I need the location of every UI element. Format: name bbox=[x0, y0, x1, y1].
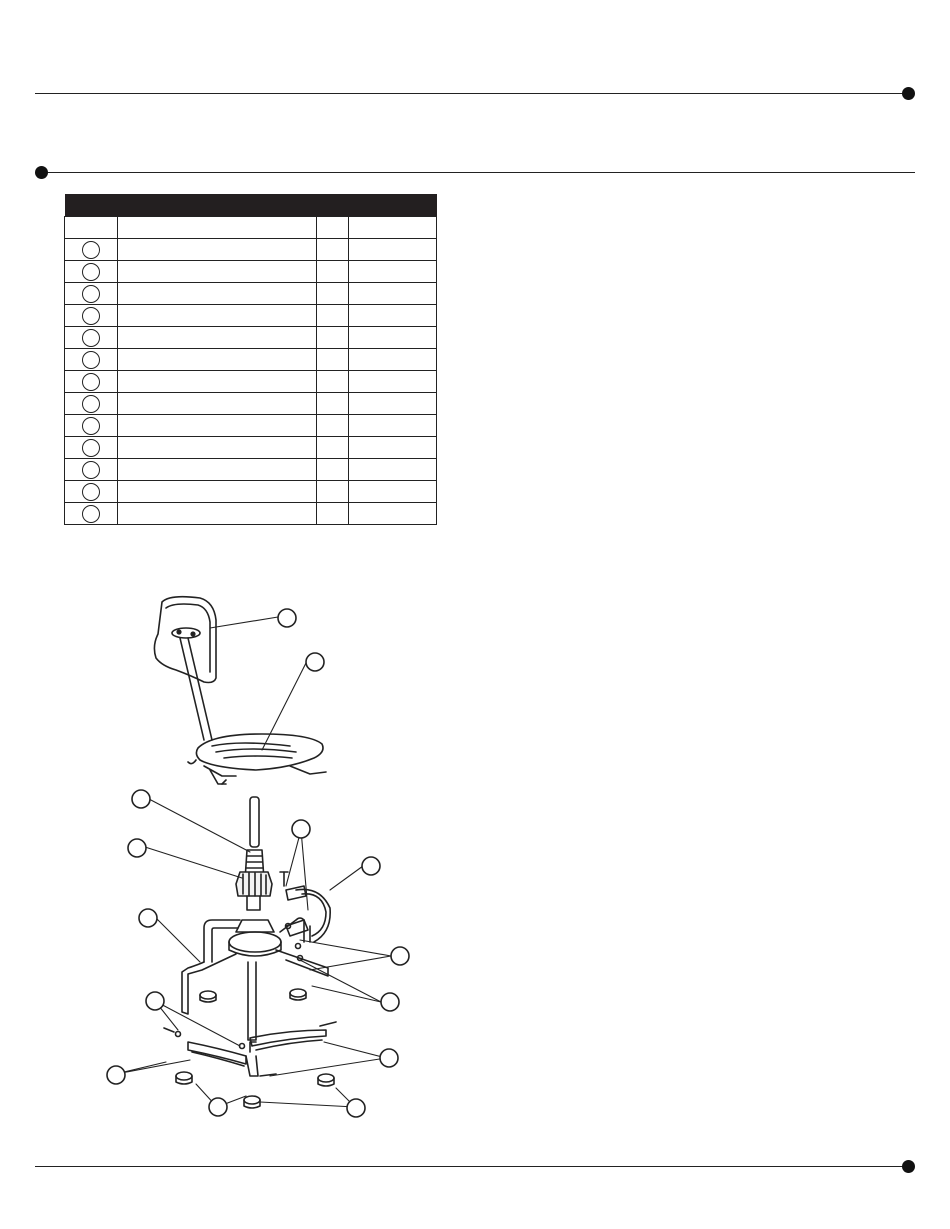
table-row bbox=[65, 437, 437, 459]
cell-no bbox=[65, 261, 118, 283]
bottom-rule-dot bbox=[902, 1160, 915, 1173]
section-rule-dot bbox=[35, 166, 48, 179]
table-row bbox=[65, 503, 437, 525]
gas-spring bbox=[245, 797, 264, 880]
section-rule bbox=[41, 172, 915, 173]
cell-no bbox=[65, 327, 118, 349]
bracket-screws bbox=[280, 872, 303, 961]
callout-backrest bbox=[278, 609, 296, 627]
item-number-circle bbox=[82, 461, 100, 479]
cell-qty bbox=[317, 393, 349, 415]
cell-description bbox=[118, 327, 317, 349]
table-row bbox=[65, 327, 437, 349]
callout-seat bbox=[306, 653, 324, 671]
cell-no bbox=[65, 415, 118, 437]
cell-no bbox=[65, 481, 118, 503]
cell-no bbox=[65, 349, 118, 371]
cell-part-no bbox=[349, 261, 437, 283]
cell-part-no bbox=[349, 415, 437, 437]
column-header-row bbox=[65, 217, 437, 239]
footring-bracket bbox=[286, 886, 330, 942]
cell-no bbox=[65, 503, 118, 525]
backrest-post bbox=[180, 638, 212, 740]
tube-frame bbox=[182, 918, 328, 1040]
exploded-view-diagram bbox=[100, 590, 420, 1120]
col-header-part-no bbox=[349, 217, 437, 239]
callout-glide-right bbox=[347, 1099, 365, 1117]
callout-tube-frame bbox=[139, 909, 157, 927]
callout-glide-left bbox=[209, 1098, 227, 1116]
cell-qty bbox=[317, 239, 349, 261]
cell-part-no bbox=[349, 239, 437, 261]
item-number-circle bbox=[82, 395, 100, 413]
cell-no bbox=[65, 459, 118, 481]
parts-table-title bbox=[65, 194, 437, 217]
cell-no bbox=[65, 239, 118, 261]
loose-glides bbox=[176, 1072, 334, 1108]
cell-no bbox=[65, 437, 118, 459]
frame-glides bbox=[200, 989, 306, 1002]
table-row bbox=[65, 459, 437, 481]
cell-qty bbox=[317, 437, 349, 459]
cell-qty bbox=[317, 261, 349, 283]
parts-table-body bbox=[65, 217, 437, 525]
item-number-circle bbox=[82, 505, 100, 523]
cell-part-no bbox=[349, 283, 437, 305]
callout-washers bbox=[391, 947, 409, 965]
parts-table bbox=[64, 194, 437, 525]
top-rule bbox=[35, 93, 908, 94]
cell-no bbox=[65, 305, 118, 327]
base-hub bbox=[229, 920, 281, 956]
item-number-circle bbox=[82, 439, 100, 457]
callout-footrest-washers bbox=[146, 992, 164, 1010]
cell-part-no bbox=[349, 459, 437, 481]
table-row bbox=[65, 305, 437, 327]
cell-description bbox=[118, 415, 317, 437]
cell-description bbox=[118, 459, 317, 481]
cell-qty bbox=[317, 371, 349, 393]
top-rule-dot bbox=[902, 87, 915, 100]
callout-footrest-screws bbox=[107, 1066, 125, 1084]
cell-description bbox=[118, 261, 317, 283]
cell-description bbox=[118, 305, 317, 327]
callout-footring-bracket bbox=[362, 857, 380, 875]
cell-qty bbox=[317, 459, 349, 481]
callout-adjuster-knob bbox=[128, 839, 146, 857]
cell-part-no bbox=[349, 503, 437, 525]
cell-description bbox=[118, 503, 317, 525]
cell-qty bbox=[317, 349, 349, 371]
cell-description bbox=[118, 349, 317, 371]
callout-nuts bbox=[381, 993, 399, 1011]
item-number-circle bbox=[82, 241, 100, 259]
item-number-circle bbox=[82, 307, 100, 325]
cell-description bbox=[118, 239, 317, 261]
table-row bbox=[65, 349, 437, 371]
cell-qty bbox=[317, 327, 349, 349]
item-number-circle bbox=[82, 329, 100, 347]
item-number-circle bbox=[82, 373, 100, 391]
cell-qty bbox=[317, 283, 349, 305]
callout-footrest-segment bbox=[380, 1049, 398, 1067]
table-row bbox=[65, 261, 437, 283]
item-number-circle bbox=[82, 483, 100, 501]
cell-no bbox=[65, 393, 118, 415]
bottom-rule bbox=[35, 1166, 908, 1167]
col-header-qty bbox=[317, 217, 349, 239]
cell-description bbox=[118, 371, 317, 393]
cell-no bbox=[65, 283, 118, 305]
table-row bbox=[65, 239, 437, 261]
cell-part-no bbox=[349, 437, 437, 459]
table-row bbox=[65, 415, 437, 437]
col-header-description bbox=[118, 217, 317, 239]
cell-description bbox=[118, 393, 317, 415]
cell-description bbox=[118, 481, 317, 503]
table-row bbox=[65, 371, 437, 393]
item-number-circle bbox=[82, 417, 100, 435]
item-number-circle bbox=[82, 285, 100, 303]
cell-part-no bbox=[349, 481, 437, 503]
cell-part-no bbox=[349, 327, 437, 349]
cell-part-no bbox=[349, 305, 437, 327]
item-number-circle bbox=[82, 263, 100, 281]
cell-part-no bbox=[349, 393, 437, 415]
parts-table-header bbox=[65, 194, 437, 217]
item-number-circle bbox=[82, 351, 100, 369]
col-header-no bbox=[65, 217, 118, 239]
cell-qty bbox=[317, 481, 349, 503]
cell-qty bbox=[317, 503, 349, 525]
callout-circles bbox=[107, 609, 409, 1117]
seat bbox=[188, 734, 326, 784]
table-row bbox=[65, 393, 437, 415]
callout-gas-spring bbox=[132, 790, 150, 808]
footrest-segments bbox=[188, 1030, 326, 1076]
table-row bbox=[65, 481, 437, 503]
callout-bracket-screws bbox=[292, 820, 310, 838]
cell-qty bbox=[317, 305, 349, 327]
cell-part-no bbox=[349, 349, 437, 371]
cell-part-no bbox=[349, 371, 437, 393]
cell-description bbox=[118, 283, 317, 305]
cell-description bbox=[118, 437, 317, 459]
backrest bbox=[154, 597, 216, 683]
table-row bbox=[65, 283, 437, 305]
cell-no bbox=[65, 371, 118, 393]
cell-qty bbox=[317, 415, 349, 437]
